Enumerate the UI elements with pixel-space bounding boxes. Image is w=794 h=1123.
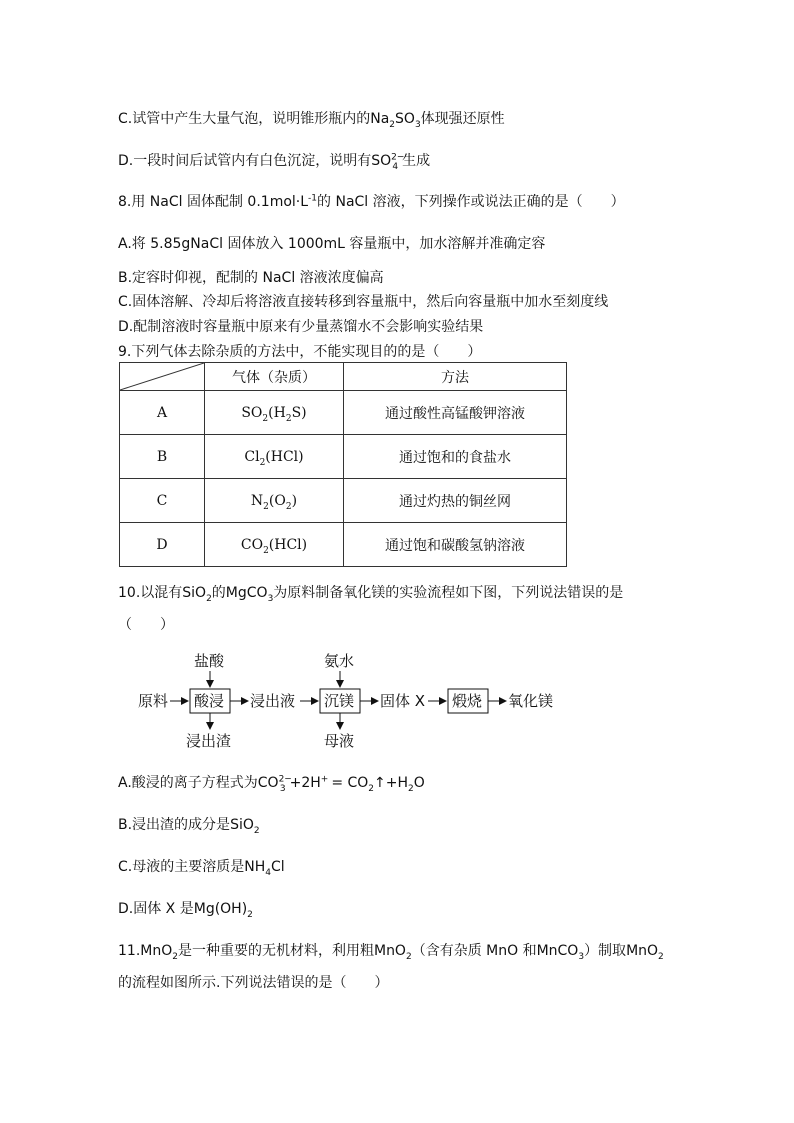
q8-option-b: B.定容时仰视，配制的 NaCl 溶液浓度偏高	[118, 270, 384, 286]
table-header-gas: 气体（杂质）	[205, 363, 344, 391]
table-row	[120, 391, 567, 435]
q10-flow-diagram	[130, 645, 570, 755]
flow-residue: 浸出渣	[186, 732, 232, 750]
diagonal-line	[120, 363, 204, 390]
q7-option-c: C.试管中产生大量气泡，说明锥形瓶内的$Na_2SO_3$体现强还原性	[118, 111, 505, 130]
q8-option-a: A.将 5.85gNaCl 固体放入 1000mL 容量瓶中，加水溶解并准确定容	[118, 236, 546, 252]
q11-stem-line2: 的流程如图所示.下列说法错误的是（ ）	[118, 975, 389, 991]
q10-stem: 10.以混有SiO$_2$的MgCO$_3$为原料制备氧化镁的实验流程如下图，下列说法错误的是	[118, 585, 624, 604]
q10-option-a: A.酸浸的离子方程式为$CO^{2-}_3 +2H^+$ = $CO_2↑+H_2O$	[118, 774, 425, 794]
flow-step3: 煅烧	[452, 692, 483, 710]
table-row	[120, 435, 567, 479]
row-method: 通过酸性高锰酸钾溶液	[344, 391, 567, 435]
row-label: C	[120, 479, 205, 523]
q8-option-d: D.配制溶液时容量瓶中原来有少量蒸馏水不会影响实验结果	[118, 319, 484, 335]
flow-step2: 沉镁	[324, 692, 355, 710]
q8-stem: 8.用 NaCl 固体配制 $0.1mol\cdot L^{-1}$的 NaCl 溶液，下列操作或说法正确的是（ ）	[118, 193, 625, 210]
flow-raw: 原料	[138, 692, 169, 710]
flow-solid: 固体 X	[380, 692, 426, 710]
row-label: A	[120, 391, 205, 435]
q8-option-c: C.固体溶解、冷却后将溶液直接转移到容量瓶中，然后向容量瓶中加水至刻度线	[118, 294, 609, 310]
flow-reagent2: 氨水	[324, 652, 355, 670]
flow-reagent1: 盐酸	[194, 652, 225, 670]
table-row	[120, 523, 567, 567]
table-header-row	[120, 363, 567, 391]
flow-mother: 母液	[324, 732, 355, 750]
table-header-method: 方法	[344, 363, 567, 391]
q9-table	[119, 362, 567, 567]
row-method: 通过饱和的食盐水	[344, 435, 567, 479]
q9-stem: 9.下列气体去除杂质的方法中，不能实现目的的是（ ）	[118, 344, 482, 360]
flow-step1: 酸浸	[194, 692, 225, 710]
q10-option-d: D.固体 X 是$Mg(OH)_2$	[118, 901, 253, 920]
q7-option-d: D.一段时间后试管内有白色沉淀，说明有$SO^{2-}_4$ 生成	[118, 152, 431, 172]
q11-stem-line1: 11.MnO$_2$是一种重要的无机材料，利用粗MnO$_2$（含有杂质 MnO 和MnCO$_3$）制取MnO$_2$	[118, 943, 664, 962]
row-method: 通过饱和碳酸氢钠溶液	[344, 523, 567, 567]
row-label: B	[120, 435, 205, 479]
row-gas: $CO_2(HCl)$	[205, 523, 344, 567]
q10-paren: （ ）	[118, 617, 174, 633]
flow-leachate: 浸出液	[250, 692, 296, 710]
table-corner-cell	[120, 363, 205, 391]
row-gas: $Cl_2(HCl)$	[205, 435, 344, 479]
row-gas: $SO_2(H_2S)$	[205, 391, 344, 435]
row-label: D	[120, 523, 205, 567]
q10-option-c: C.母液的主要溶质是$NH_4Cl$	[118, 859, 285, 878]
row-gas: $N_2(O_2)$	[205, 479, 344, 523]
row-method: 通过灼热的铜丝网	[344, 479, 567, 523]
flow-product: 氧化镁	[508, 692, 554, 710]
q10-option-b: B.浸出渣的成分是SiO$_2$	[118, 817, 260, 836]
table-row	[120, 479, 567, 523]
